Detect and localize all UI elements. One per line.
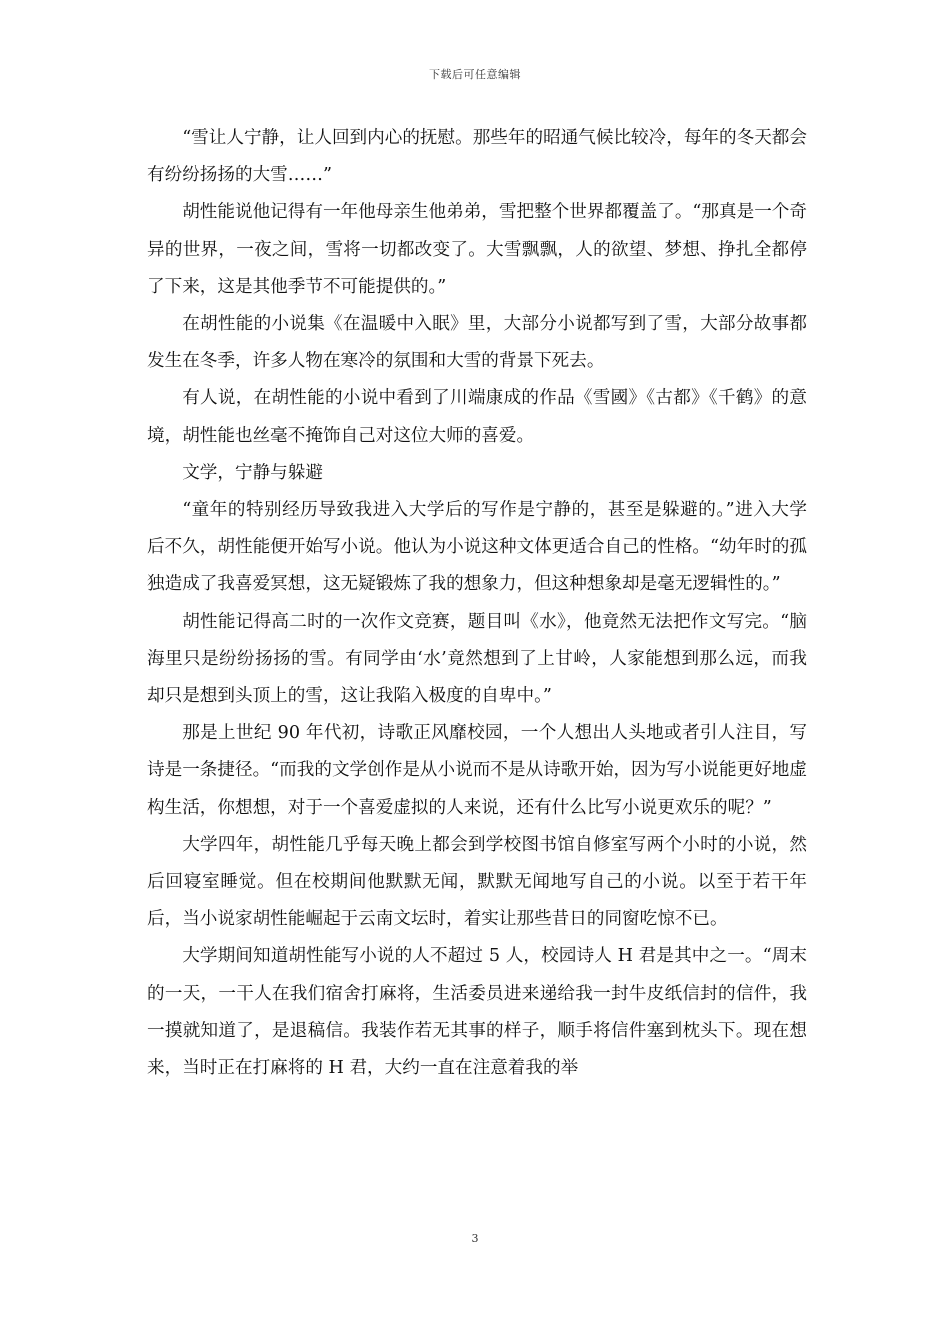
paragraph: 那是上世纪 90 年代初，诗歌正风靡校园，一个人想出人头地或者引人注目，写诗是一条捷径。“而我的文学创作是从小说而不是从诗歌开始，因为写小说能更好地虚构生活，你想想，对于一个喜爱虚拟的人来说，还有什么比写小说更欢乐的呢？”	[147, 723, 807, 818]
paragraph: 胡性能记得高二时的一次作文竞赛，题目叫《水》，他竟然无法把作文写完。“脑海里只是纷纷扬扬的雪。有同学由‘水’竟然想到了上甘岭，人家能想到那么远，而我却只是想到头顶上的雪，这让我陷入极度的自卑中。”	[147, 611, 807, 707]
section-heading: 文学，宁静与躲避	[182, 462, 323, 483]
paragraph: 胡性能说他记得有一年他母亲生他弟弟，雪把整个世界都覆盖了。“那真是一个奇异的世界，一夜之间，雪将一切都改变了。大雪飘飘，人的欲望、梦想、挣扎全都停了下来，这是其他季节不可能提供的。”	[147, 202, 807, 297]
paragraph: “雪让人宁静，让人回到内心的抚慰。那些年的昭通气候比较冷，每年的冬天都会有纷纷扬扬的大雪……”	[147, 128, 807, 186]
paragraph: 有人说，在胡性能的小说中看到了川端康成的作品《雪國》《古都》《千鹤》的意境，胡性能也丝毫不掩饰自己对这位大师的喜爱。	[147, 388, 807, 446]
page-number: 3	[471, 1232, 479, 1245]
paragraph: 在胡性能的小说集《在温暖中入眠》里，大部分小说都写到了雪，大部分故事都发生在冬季，许多人物在寒冷的氛围和大雪的背景下死去。	[147, 314, 807, 372]
document-body	[147, 120, 807, 1087]
paragraph: 大学四年，胡性能几乎每天晚上都会到学校图书馆自修室写两个小时的小说，然后回寝室睡觉。但在校期间他默默无闻，默默无闻地写自己的小说。以至于若干年后，当小说家胡性能崛起于云南文坛时，着实让那些昔日的同窗吃惊不已。	[147, 834, 807, 930]
page-header: 下载后可任意编辑	[429, 68, 521, 81]
paragraph: 大学期间知道胡性能写小说的人不超过 5 人，校园诗人 H 君是其中之一。“周末的一天，一干人在我们宿舍打麻将，生活委员进来递给我一封牛皮纸信封的信件，我一摸就知道了，是退稿信。我装作若无其事的样子，顺手将信件塞到枕头下。现在想来，当时正在打麻将的 H 君，大约一直在注意着我的举	[147, 946, 807, 1079]
paragraph: “童年的特别经历导致我进入大学后的写作是宁静的，甚至是躲避的。”进入大学后不久，胡性能便开始写小说。他认为小说这种文体更适合自己的性格。“幼年时的孤独造成了我喜爱冥想，这无疑锻炼了我的想象力，但这种想象却是毫无逻辑性的。”	[147, 500, 807, 595]
